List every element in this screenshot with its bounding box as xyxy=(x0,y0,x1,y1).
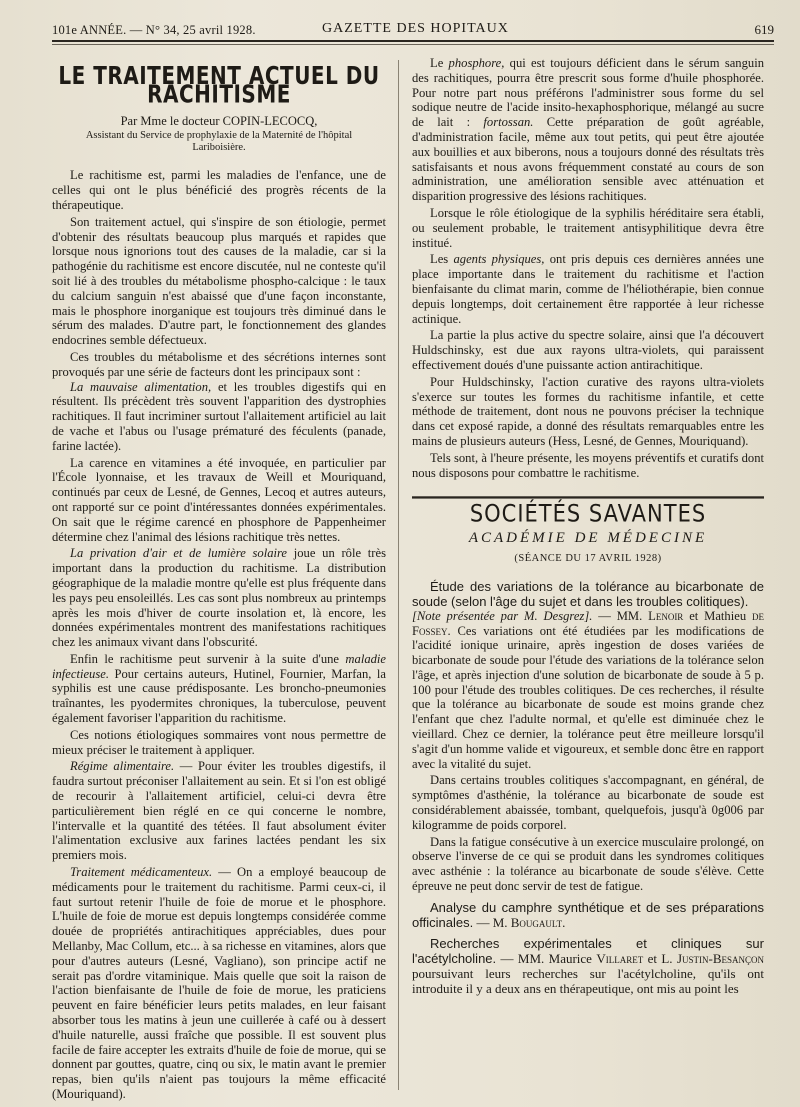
author-name: de Fossey. xyxy=(412,608,764,638)
paragraph xyxy=(412,56,764,204)
italic-phrase: fortossan. xyxy=(483,115,534,130)
italic-heading: Traitement médicamenteux. xyxy=(70,865,213,880)
paragraph: Pour Huldschinsky, l'action curative des rayons ultra-violets s'exerce sur toutes les formes du rachitisme infantile, et cette méthode de traitement, dont nous ne pouvons préciser la technique dans cet exposé rapide, a donné des résultats remarquables entre les mains de plusieurs auteurs (Hess, Lesné, de Gennes, Mouriquand). xyxy=(412,374,764,448)
paragraph: La carence en vitamines a été invoquée, en particulier par l'École lyonnaise, et les travaux de Weill et Mouriquand, continués par ceux de Lesné, de Gennes, Lecoq et autres auteurs, ont rapporté sur ce point d'intéressantes données expérimentales. On sait que le régime carencé en phosphore de Pappenheimer détermine chez l'animal des lésions rachitique très nettes. xyxy=(52,455,386,544)
paragraph-text: Enfin le rachitisme peut survenir à la suite d'une xyxy=(70,651,346,666)
header-rule xyxy=(52,44,774,45)
italic-phrase: maladie infectieuse. xyxy=(52,651,386,681)
author-name: Villaret xyxy=(596,950,644,966)
author-name: Bougault. xyxy=(510,914,566,930)
page-header xyxy=(52,16,774,42)
paragraph-text: — On a employé beaucoup de médicaments pour le traitement du rachitisme. Parmi ceux-ci, il faut surtout retenir l'huile de foie de morue et le phosphore. L'huile de foie de morue est depuis longtemps considérée comme douée de propriétés antirachitiques appréciables, dues pour Mellanby, Mac Collum, etc... à sa richesse en vitamines, alors que pour d'autres auteurs (Lesné, Vagliano), son principe actif ne serait pas d'ordre vitaminique. Mais quelle que soit la raison de l'action bienfaisante de l'huile de foie de morue, les praticiens peuvent en faire bénéficier leurs petits malades, en leur faisant absorber tous les matins à jeun une cuillerée à café ou à dessert d'huile naturelle, aussi fraîche que possible. Il est souvent plus facile de faire accepter les extraits d'huile de foie de morue, qui se donnent par gouttes, quatre, cinq ou six, le matin avant le premier repas, bien qu'ils n'aient pas toujours la même efficacité (Mouriquand). xyxy=(52,865,386,1101)
paragraph-text: — M. xyxy=(473,914,511,930)
italic-heading: La mauvaise alimentation, xyxy=(70,379,212,394)
column-divider xyxy=(398,60,399,1090)
heading-text: Analyse du camphre synthétique et de ses préparations officinales. xyxy=(412,899,764,930)
paragraph-text: — Pour éviter les troubles digestifs, il faudra surtout préconiser l'allaitement au sein. Et si l'on est obligé de recourir à l'allaitement artificiel, celui-ci devra être particulièrement bien réglé en ce qui concerne le nombre, l'intervalle et la quantité des tétées. Il faut absolument éviter l'alimentation exclusive aux farines lactées pendant les six premiers mois. xyxy=(52,759,386,863)
paragraph: Dans la fatigue consécutive à un exercice musculaire prolongé, on observe l'inverse de ce qui se produit dans les syndromes colitiques avec asthénie : la tolérance au bicarbonate de soude s'élève. Cette épreuve ne peut donc servir de test de fatigue. xyxy=(412,834,764,894)
paragraph-text: Le xyxy=(430,56,449,70)
italic-phrase: agents physiques, xyxy=(453,252,545,267)
report-heading xyxy=(412,936,764,996)
paragraph: Tels sont, à l'heure présente, les moyens préventifs et curatifs dont nous disposons pour combattre le rachitisme. xyxy=(412,450,764,480)
paragraph xyxy=(52,865,386,1102)
paragraph-text: — MM. xyxy=(592,608,649,623)
paragraph-text: ont pris depuis ces dernières années une place importante dans le traitement du rachitisme et l'action bienfaisante du climat marin, comme de l'héliothérapie, bien connue depuis longtemps, doit certainement être rapportée à leur richesse actinique. xyxy=(412,252,764,326)
journal-title: GAZETTE DES HOPITAUX xyxy=(322,21,509,36)
paragraph xyxy=(52,380,386,454)
author-name: Lenoir xyxy=(648,608,684,623)
italic-heading: La privation d'air et de lumière solaire xyxy=(70,546,288,561)
heading-text: Recherches expérimentales et cliniques sur l'acétylcholine. xyxy=(412,935,764,966)
report-heading xyxy=(412,900,764,930)
left-column xyxy=(52,56,386,1102)
italic-heading: Régime alimentaire. xyxy=(70,759,175,774)
paragraph-text: — MM. Maurice xyxy=(496,950,597,966)
paragraph-text: Les xyxy=(430,252,454,267)
issue-info: 101e ANNÉE. — N° 34, 25 avril 1928. xyxy=(52,23,256,37)
paragraph xyxy=(412,609,764,772)
paragraph xyxy=(412,252,764,326)
paragraph: Dans certains troubles colitiques s'accompagnant, en général, de symptômes d'asthénie, la tolérance au bicarbonate de soude est considérablement abaissée, tombant, quelquefois, jusqu'à 0g006 par kilogramme de poids corporel. xyxy=(412,773,764,832)
paragraph: Le rachitisme est, parmi les maladies de l'enfance, une de celles qui ont le plus bénéficié des progrès récents de la thérapeutique. xyxy=(52,168,386,212)
author-name: Justin-Besançon xyxy=(676,950,764,966)
paragraph-text: et L. xyxy=(643,950,677,966)
paragraph-text: poursuivant leurs recherches sur l'acétylcholine, qu'ils ont introduite il y a deux ans en thérapeutique, ont mis au point les xyxy=(412,965,764,996)
paragraph-text: qui est toujours déficient dans le sérum sanguin des rachitiques, pourra être prescrit sous forme d'huile phosphorée. Pour notre part nous préférons l'administrer sous forme du sel sodique neutre de l'acide insito-hexaphosphorique, mélangé au sucre de lait : xyxy=(412,56,764,130)
academy-title: ACADÉMIE DE MÉDECINE xyxy=(468,530,708,547)
author-affiliation: Assistant du Service de prophylaxie de la Maternité de l'hôpital Lariboisière. xyxy=(85,130,353,154)
paragraph: Ces troubles du métabolisme et des sécrétions internes sont provoqués par une série de facteurs dont les principaux sont : xyxy=(52,349,386,379)
article-byline: Par Mme le docteur COPIN-LECOCQ, xyxy=(120,113,318,128)
paragraph: Son traitement actuel, qui s'inspire de son étiologie, permet d'obtenir des résultats beaucoup plus marqués et rapides que lorsque nous ignorions tout des causes de la maladie, car si la pathogénie du rachitisme est encore discutée, nul ne conteste qu'il soit lié à des troubles du métabolisme phospho-calcique : le taux du calcium sanguin n'est abaissé que d'une façon inconstante, mais le phosphore inorganique est toujours très diminué dans le sérum des malades. D'autre part, le fonctionnement des glandes endocrines semble défectueux. xyxy=(52,214,386,348)
paragraph-text: et les troubles digestifs qui en résultent. Ils précèdent très souvent l'apparition des dystrophies rachitiques. Il faut incriminer surtout l'allaitement artificiel au lait de vache et l'abus ou l'usage prématuré des féculents (panade, farine lactée). xyxy=(52,379,386,453)
session-date: (SÉANCE DU 17 AVRIL 1928) xyxy=(514,552,662,564)
paragraph-text: joue un rôle très important dans la production du rachitisme. La distribution géographique de la maladie montre qu'elle est plus fréquente dans les pays peu ensoleillés. Les cas sont plus nombreux au printemps après les mois d'hiver de courte insolation et, là encore, les données expérimentales montrent des manifestations rachitiques chez les animaux vivant dans l'obscurité. xyxy=(52,546,386,650)
article-title: LE TRAITEMENT ACTUEL DU RACHITISME xyxy=(58,60,380,109)
italic-phrase: phosphore, xyxy=(448,56,505,70)
paragraph-text: et Mathieu xyxy=(683,608,752,623)
paragraph-text: Ces variations ont été étudiées par les modifications de l'acidité ionique urinaire, après ingestion de doses variées de bicarbonate de soude pour l'étude des variations de la tolérance selon l'âge, et après injection d'une solution de bicarbonate de soude à 5 p. 100 pour l'étude des troubles colitiques. De ces recherches, il résulte que la tolérance au bicarbonate de soude est moins grande chez l'enfant que chez l'adulte normal, et qu'elle est diminuée chez le vieillard. Chez ce dernier, la tolérance peut être meilleure lorsqu'il s'agit d'un homme valide et vigoureux, et semble donc être en rapport avec la vitalité du sujet. xyxy=(412,623,764,771)
page-number: 619 xyxy=(754,22,774,37)
paragraph: La partie la plus active du spectre solaire, ainsi que l'a découvert Huldschinsky, est due aux rayons ultra-violets, qui paraissent effectivement doués d'une puissante action antirachitique. xyxy=(412,328,764,372)
paragraph xyxy=(52,546,386,650)
paragraph: Ces notions étiologiques sommaires vont nous permettre de mieux préciser le traitement à appliquer. xyxy=(52,727,386,757)
paragraph: Lorsque le rôle étiologique de la syphilis héréditaire sera établi, ou seulement probable, le traitement antisyphilitique devra être institué. xyxy=(412,205,764,250)
right-column xyxy=(412,56,764,996)
paragraph-text: Pour certains auteurs, Hutinel, Fournier, Marfan, la syphilis est une cause prédisposante. Les broncho-pneumonies traînantes, les pyodermites chroniques, la tuberculose, peuvent également favoriser l'apparition du rachitisme. xyxy=(52,666,386,726)
paragraph-text: Cette préparation de goût agréable, d'administration facile, même aux tout petits, qui peut être ajoutée aux bouillies et aux biberons, nous a toujours donné des résultats très satisfaisants et nous avons fréquemment constaté au cours de son administration, une amélioration sensible avec atténuation et disparition progressive des lésions rachitiques. xyxy=(412,115,764,204)
italic-note: [Note présentée par M. Desgrez]. xyxy=(412,608,593,623)
paragraph xyxy=(52,652,386,726)
report-heading: Étude des variations de la tolérance au bicarbonate de soude (selon l'âge du sujet et dans les troubles colitiques). xyxy=(412,578,764,609)
section-title: SOCIÉTÉS SAVANTES xyxy=(412,497,764,523)
paragraph xyxy=(52,759,386,863)
